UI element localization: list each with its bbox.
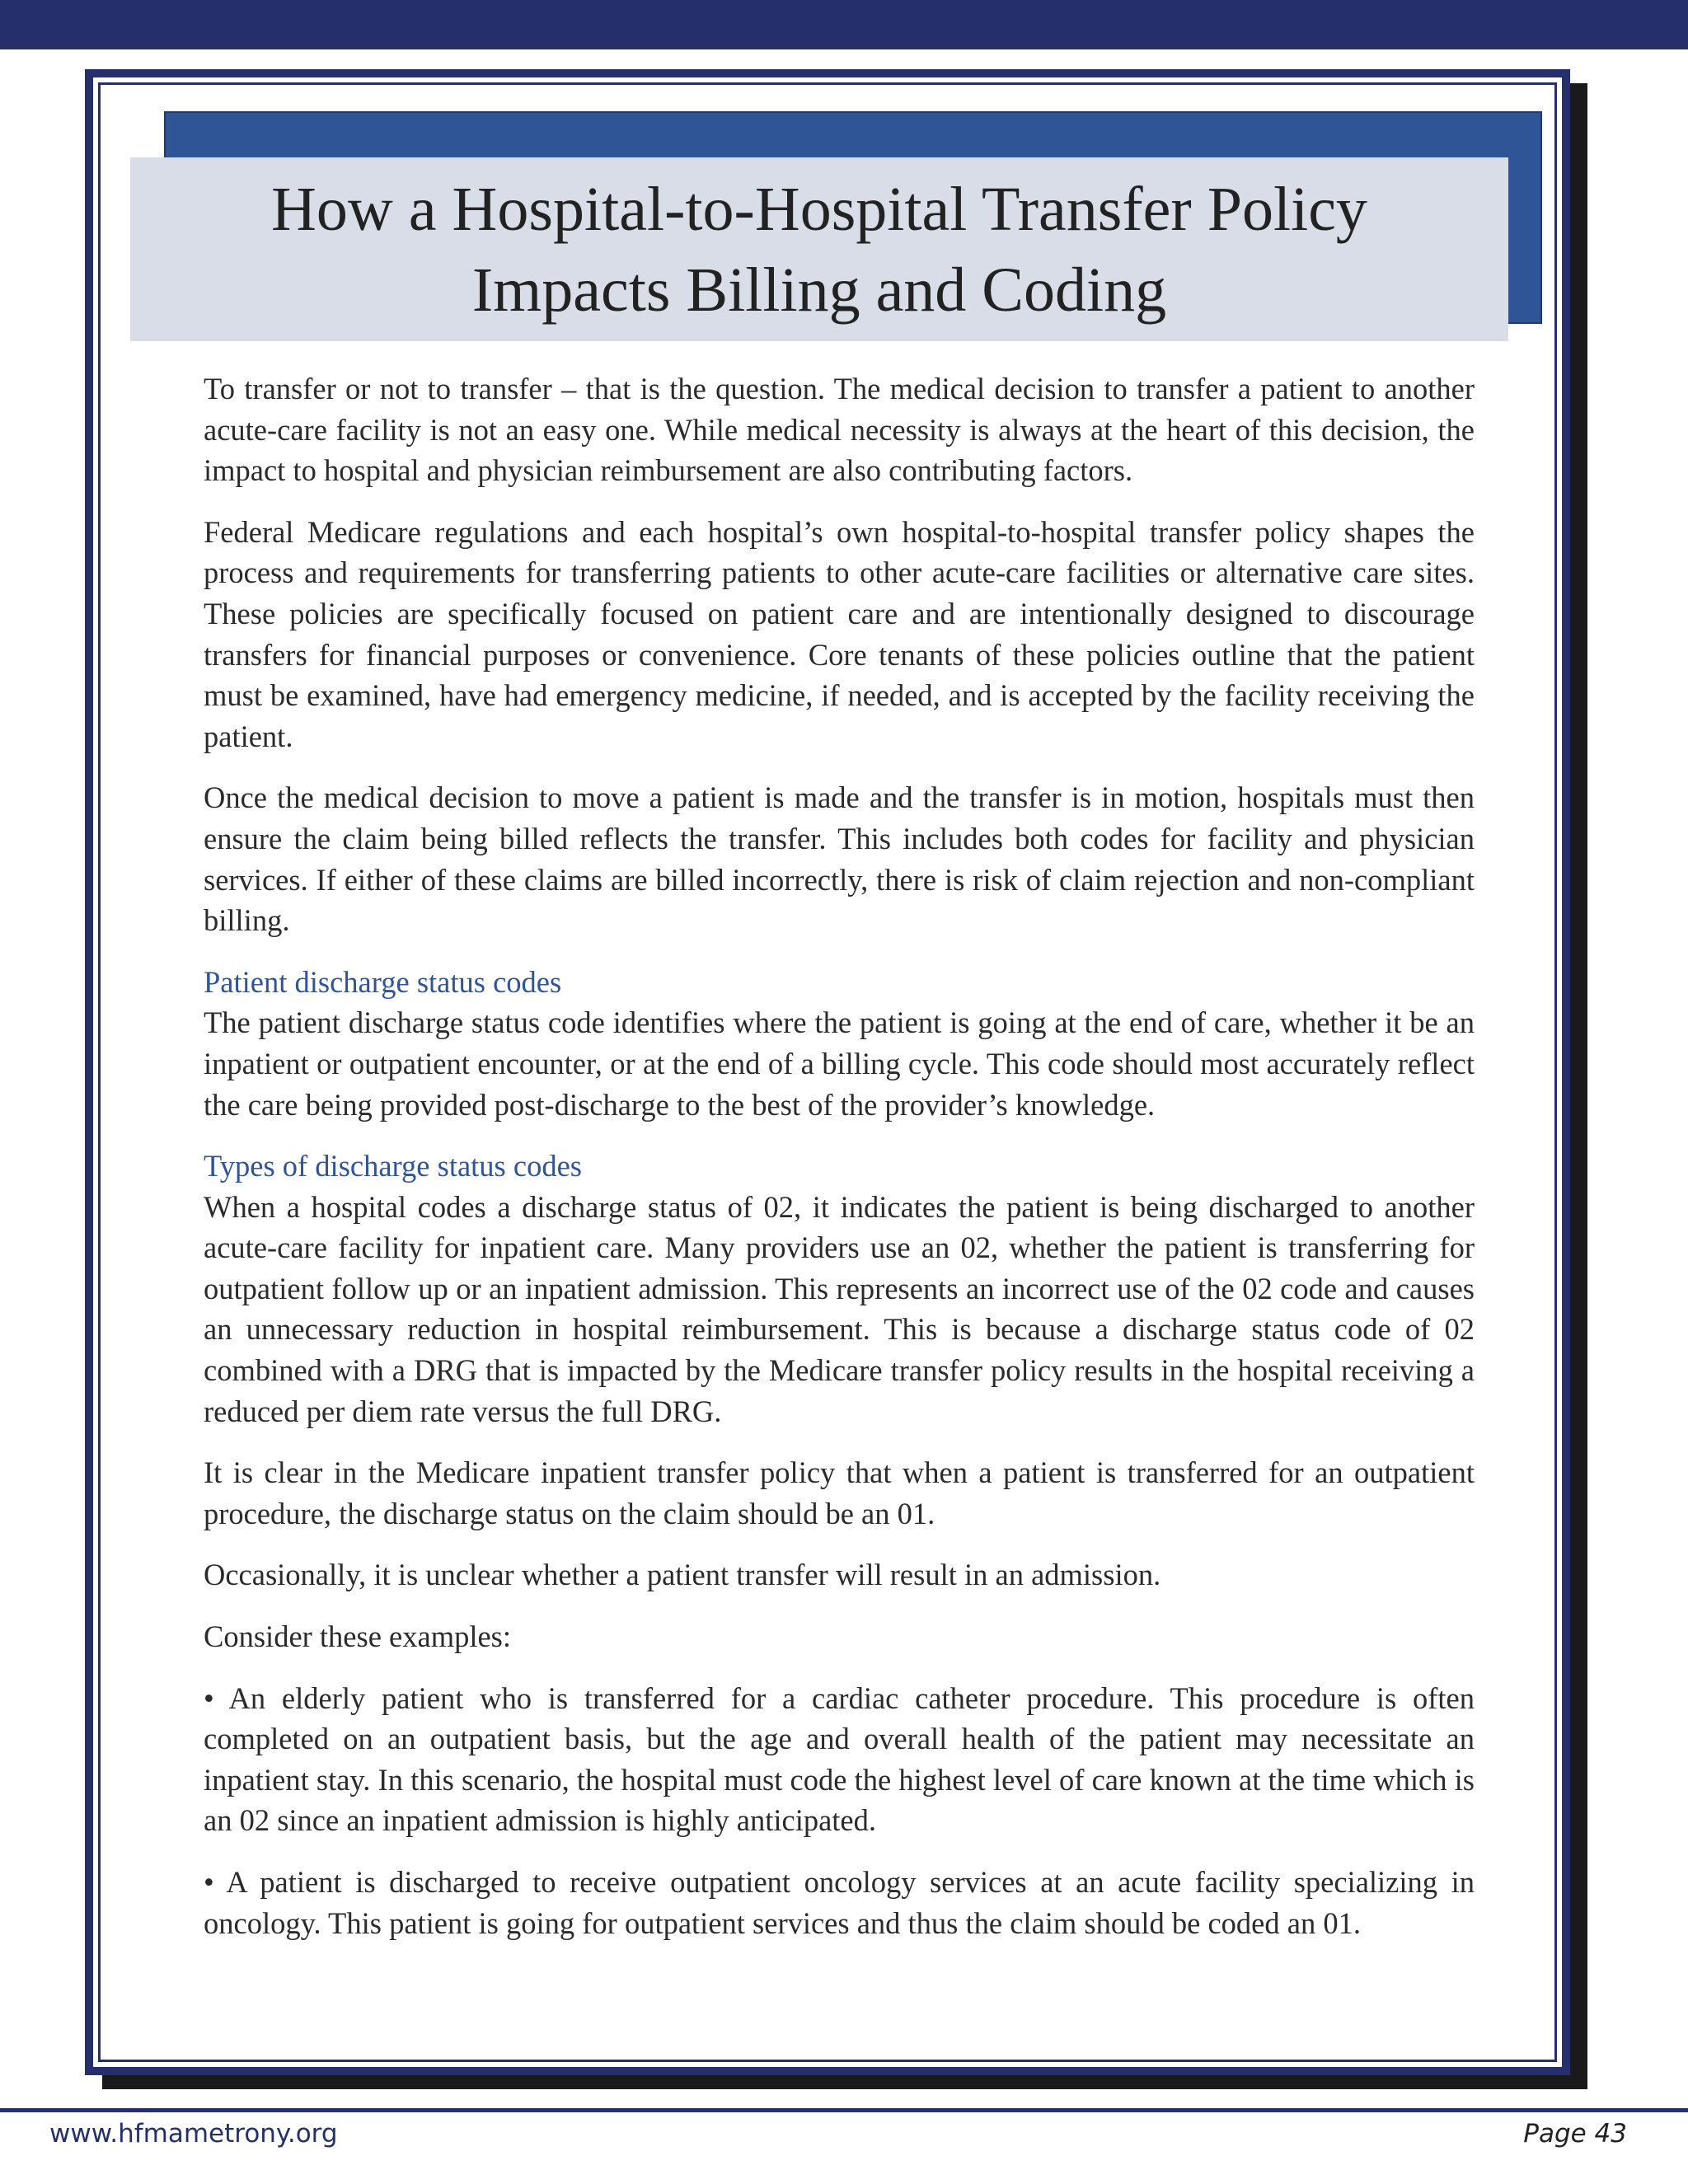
- title-box: [130, 157, 1508, 341]
- section-heading-types-of-codes: Types of discharge status codes: [204, 1149, 582, 1183]
- paragraph-occasionally: Occasionally, it is unclear whether a patient transfer will result in an admission.: [204, 1558, 1161, 1592]
- paragraph-types: When a hospital codes a discharge status of 02, it indicates the patient is being discharged to another acute-care facility for inpatient care. Many providers use an 02, whether the patient is transferring for outpatient follow up or an inpatient admission. This represents an incorrect use of the 02 code and causes an unnecessary reduction in hospital reimbursement. This is because a discharge status code of 02 combined with a DRG that is impacted by the Medicare transfer policy results in the hospital receiving a reduced per diem rate versus the full DRG.: [204, 1189, 1475, 1428]
- page-title: [271, 169, 1367, 330]
- paragraph-claim: Once the medical decision to move a patient is made and the transfer is in motion, hospitals must then ensure the claim being billed reflects the transfer. This includes both codes for facility and physician services. If either of these claims are billed incorrectly, there is risk of claim rejection and non-compliant billing.: [204, 780, 1475, 938]
- page-number: Page 43: [1523, 2119, 1627, 2149]
- top-banner-bar: [0, 0, 1688, 49]
- footer-url-link[interactable]: www.hfmametrony.org: [49, 2119, 338, 2149]
- footer-rule: [0, 2108, 1688, 2112]
- paragraph-intro: To transfer or not to transfer – that is the question. The medical decision to transfer a patient to another acute-care facility is not an easy one. While medical necessity is always at the heart of this decision, the impact to hospital and physician reimbursement are also contributing factors.: [204, 372, 1475, 488]
- bullet-example-oncology: • A patient is discharged to receive outpatient oncology services at an acute facility specializing in oncology. This patient is going for outpatient services and thus the claim should be coded an 01.: [204, 1865, 1475, 1940]
- page-title-line-1: How a Hospital-to-Hospital Transfer Policy: [271, 174, 1367, 244]
- section-heading-discharge-status-codes: Patient discharge status codes: [204, 964, 562, 999]
- article-body: [204, 368, 1475, 1964]
- paragraph-policy: It is clear in the Medicare inpatient transfer policy that when a patient is transferred for an outpatient procedure, the discharge status on the claim should be an 01.: [204, 1455, 1475, 1530]
- paragraph-examples-intro: Consider these examples:: [204, 1619, 512, 1654]
- paragraph-regulations: Federal Medicare regulations and each hospital’s own hospital-to-hospital transfer policy shapes the process and requirements for transferring patients to other acute-care facilities or alternative care sites. These policies are specifically focused on patient care and are intentionally designed to discourage transfers for financial purposes or convenience. Core tenants of these policies outline that the patient must be examined, have had emergency medicine, if needed, and is accepted by the facility receiving the patient.: [204, 514, 1475, 753]
- page-title-line-2: Impacts Billing and Coding: [471, 255, 1167, 325]
- paragraph-discharge-status: The patient discharge status code identifies where the patient is going at the end of care, whether it be an inpatient or outpatient encounter, or at the end of a billing cycle. This code should most accurately reflect the care being provided post-discharge to the best of the provider’s knowledge.: [204, 1005, 1475, 1122]
- bullet-example-cardiac: • An elderly patient who is transferred for a cardiac catheter procedure. This procedure is often completed on an outpatient basis, but the age and overall health of the patient may necessitate an inpatient stay. In this scenario, the hospital must code the highest level of care known at the time which is an 02 since an inpatient admission is highly anticipated.: [204, 1680, 1475, 1838]
